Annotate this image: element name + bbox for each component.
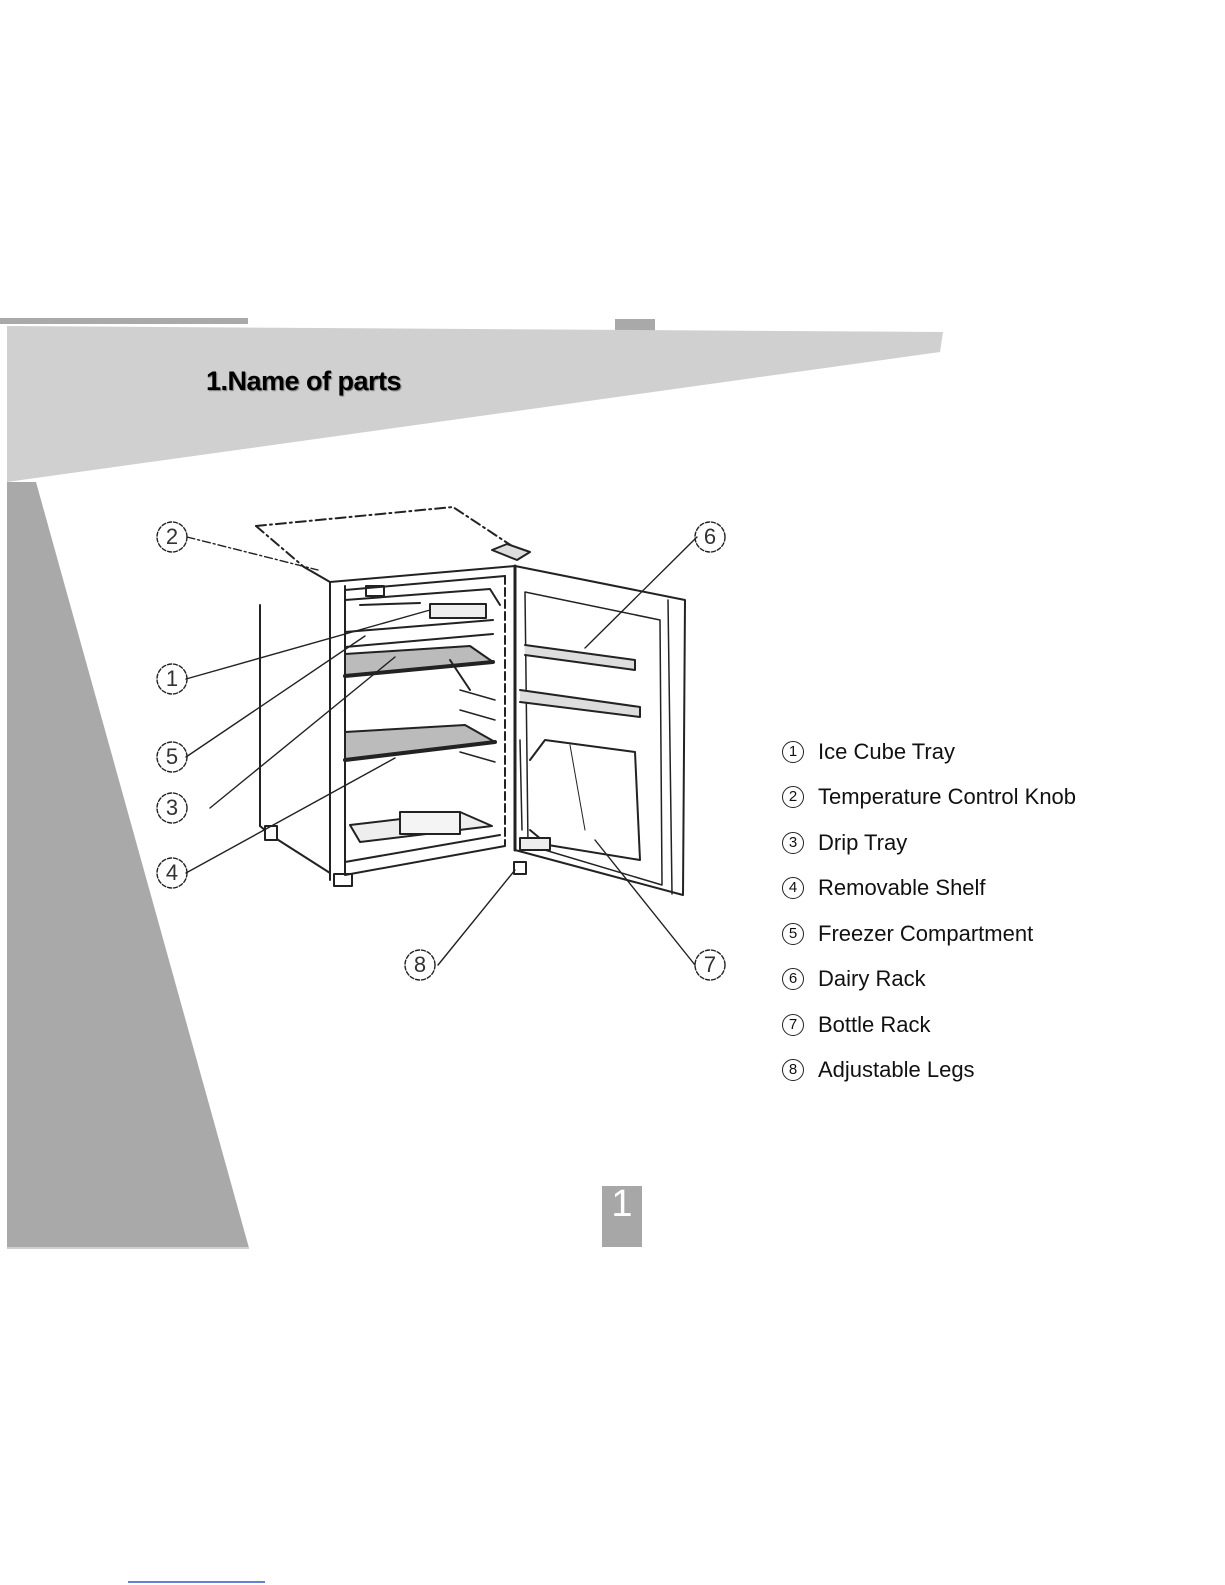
legend-number: 8 [782,1059,804,1081]
legend-number: 2 [782,786,804,808]
legend-item [782,957,1076,1003]
legend-label: Removable Shelf [818,875,986,901]
legend-item [782,911,1076,957]
legend-item [782,775,1076,821]
legend-label: Freezer Compartment [818,920,1034,946]
callout-num-6: 6 [703,524,717,549]
legend-item [782,729,1076,775]
callout-num-2: 2 [165,524,179,549]
legend-item [782,1002,1076,1048]
parts-legend [782,729,1076,1093]
legend-number: 6 [782,968,804,990]
legend-number: 3 [782,832,804,854]
drip-tray [350,812,492,842]
legend-item [782,820,1076,866]
upper-shelf [345,646,493,690]
cabinet-top [256,507,515,567]
freezer-compartment [345,586,500,647]
legend-label: Adjustable Legs [818,1057,975,1083]
legend-number: 1 [782,741,804,763]
leader-6 [585,537,697,648]
leader-2 [187,537,318,570]
callout-num-3: 3 [165,795,179,820]
callout-num-4: 4 [165,860,179,885]
top-rule [0,318,248,324]
leader-8 [438,870,515,965]
callout-num-8: 8 [413,952,427,977]
page-number: 1 [602,1186,642,1247]
callout-num-1: 1 [165,666,179,691]
legend-number: 5 [782,923,804,945]
hinge-cap [492,544,530,560]
callout-num-7: 7 [703,952,717,977]
cabinet-side [260,567,352,886]
legend-label: Temperature Control Knob [818,784,1077,810]
legend-label: Dairy Rack [818,966,926,992]
legend-item [782,1048,1076,1094]
legend-label: Drip Tray [818,829,908,855]
legend-label: Ice Cube Tray [818,738,955,764]
header-banner [7,326,943,482]
legend-number: 4 [782,877,804,899]
leader-7 [595,840,695,965]
leader-4 [186,758,395,873]
legend-number: 7 [782,1014,804,1036]
lower-shelf [345,725,495,760]
legend-label: Bottle Rack [818,1011,931,1037]
section-heading: 1.Name of parts [206,366,402,396]
callout-num-5: 5 [165,744,179,769]
legend-item [782,866,1076,912]
